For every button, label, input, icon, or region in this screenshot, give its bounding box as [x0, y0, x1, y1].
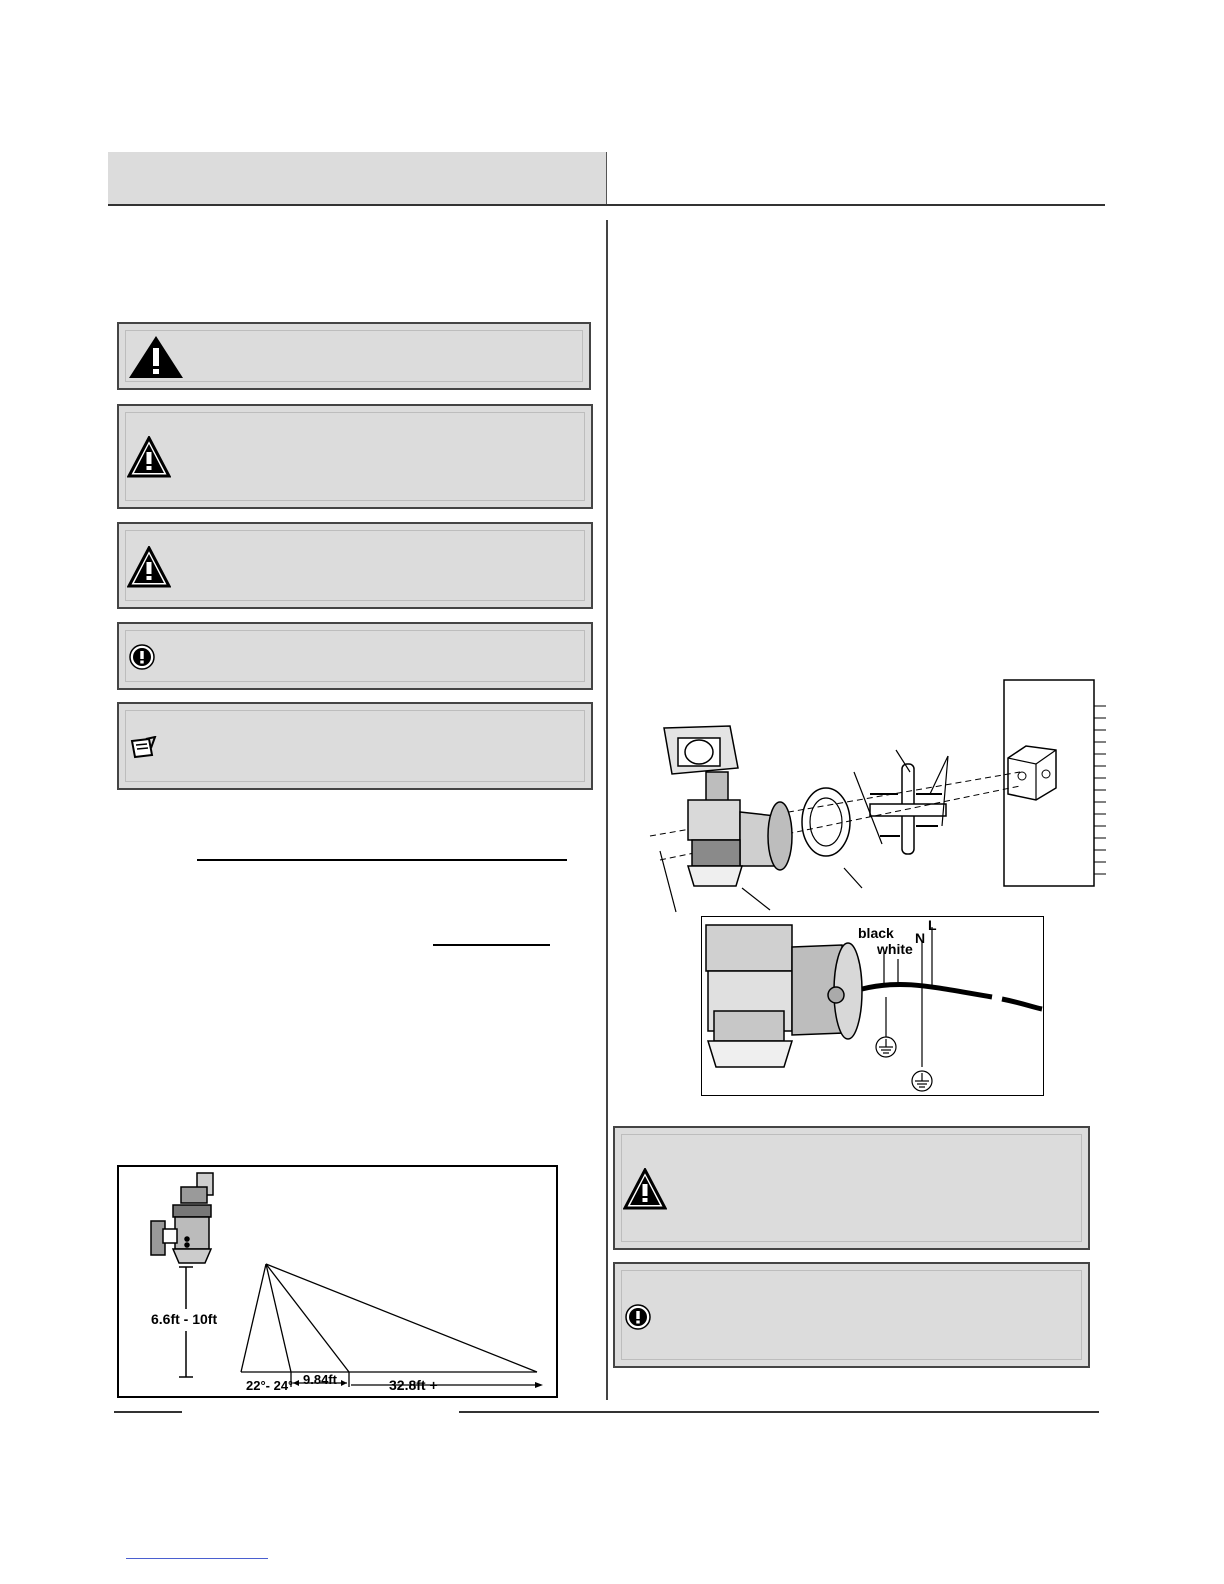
height-range-label: 6.6ft - 10ft — [151, 1311, 218, 1327]
section-header-bar — [108, 152, 606, 204]
note-pad-icon — [129, 736, 157, 760]
exclamation-circle-icon — [625, 1304, 651, 1330]
danger-notice-box — [117, 322, 591, 390]
important-notice-box-2 — [613, 1262, 1090, 1368]
important-notice-box — [117, 622, 593, 690]
warning-triangle-icon — [127, 334, 185, 380]
column-divider — [606, 220, 608, 1400]
note-box — [117, 702, 593, 790]
light-fixture-illustration — [151, 1173, 213, 1263]
warning-notice-box-1 — [117, 404, 593, 509]
header-rule — [108, 204, 1105, 206]
warning-triangle-outline-icon — [127, 546, 171, 588]
far-distance-label: 32.8ft + — [389, 1377, 438, 1393]
detection-range-diagram — [117, 1165, 558, 1398]
underline-rule-1 — [197, 859, 567, 861]
wire-label-white: white — [877, 941, 913, 957]
near-distance-label: 9.84ft — [303, 1372, 337, 1387]
footer-rule-left — [114, 1411, 182, 1413]
footer-rule-right — [459, 1411, 1099, 1413]
exclamation-circle-icon — [129, 644, 155, 670]
ground-symbol-icon — [912, 1071, 932, 1091]
underline-rule-2 — [433, 944, 550, 946]
header-divider — [606, 152, 607, 206]
warning-notice-box-3 — [613, 1126, 1090, 1250]
wire-label-neutral: N — [915, 930, 926, 946]
warning-notice-box-2 — [117, 522, 593, 609]
wall-illustration — [1004, 680, 1106, 886]
mounting-exploded-illustration — [630, 676, 1108, 916]
wire-label-line: L — [928, 917, 937, 933]
angle-label: 22°- 24° — [246, 1378, 294, 1393]
warning-triangle-outline-icon — [623, 1168, 667, 1210]
footer-link-underline[interactable] — [126, 1558, 268, 1559]
security-light-illustration — [664, 726, 792, 886]
gasket-illustration — [802, 788, 850, 856]
ground-symbol-icon — [876, 1037, 896, 1057]
warning-triangle-outline-icon — [127, 436, 171, 478]
wire-label-black: black — [858, 925, 894, 941]
wiring-diagram — [701, 916, 1044, 1096]
